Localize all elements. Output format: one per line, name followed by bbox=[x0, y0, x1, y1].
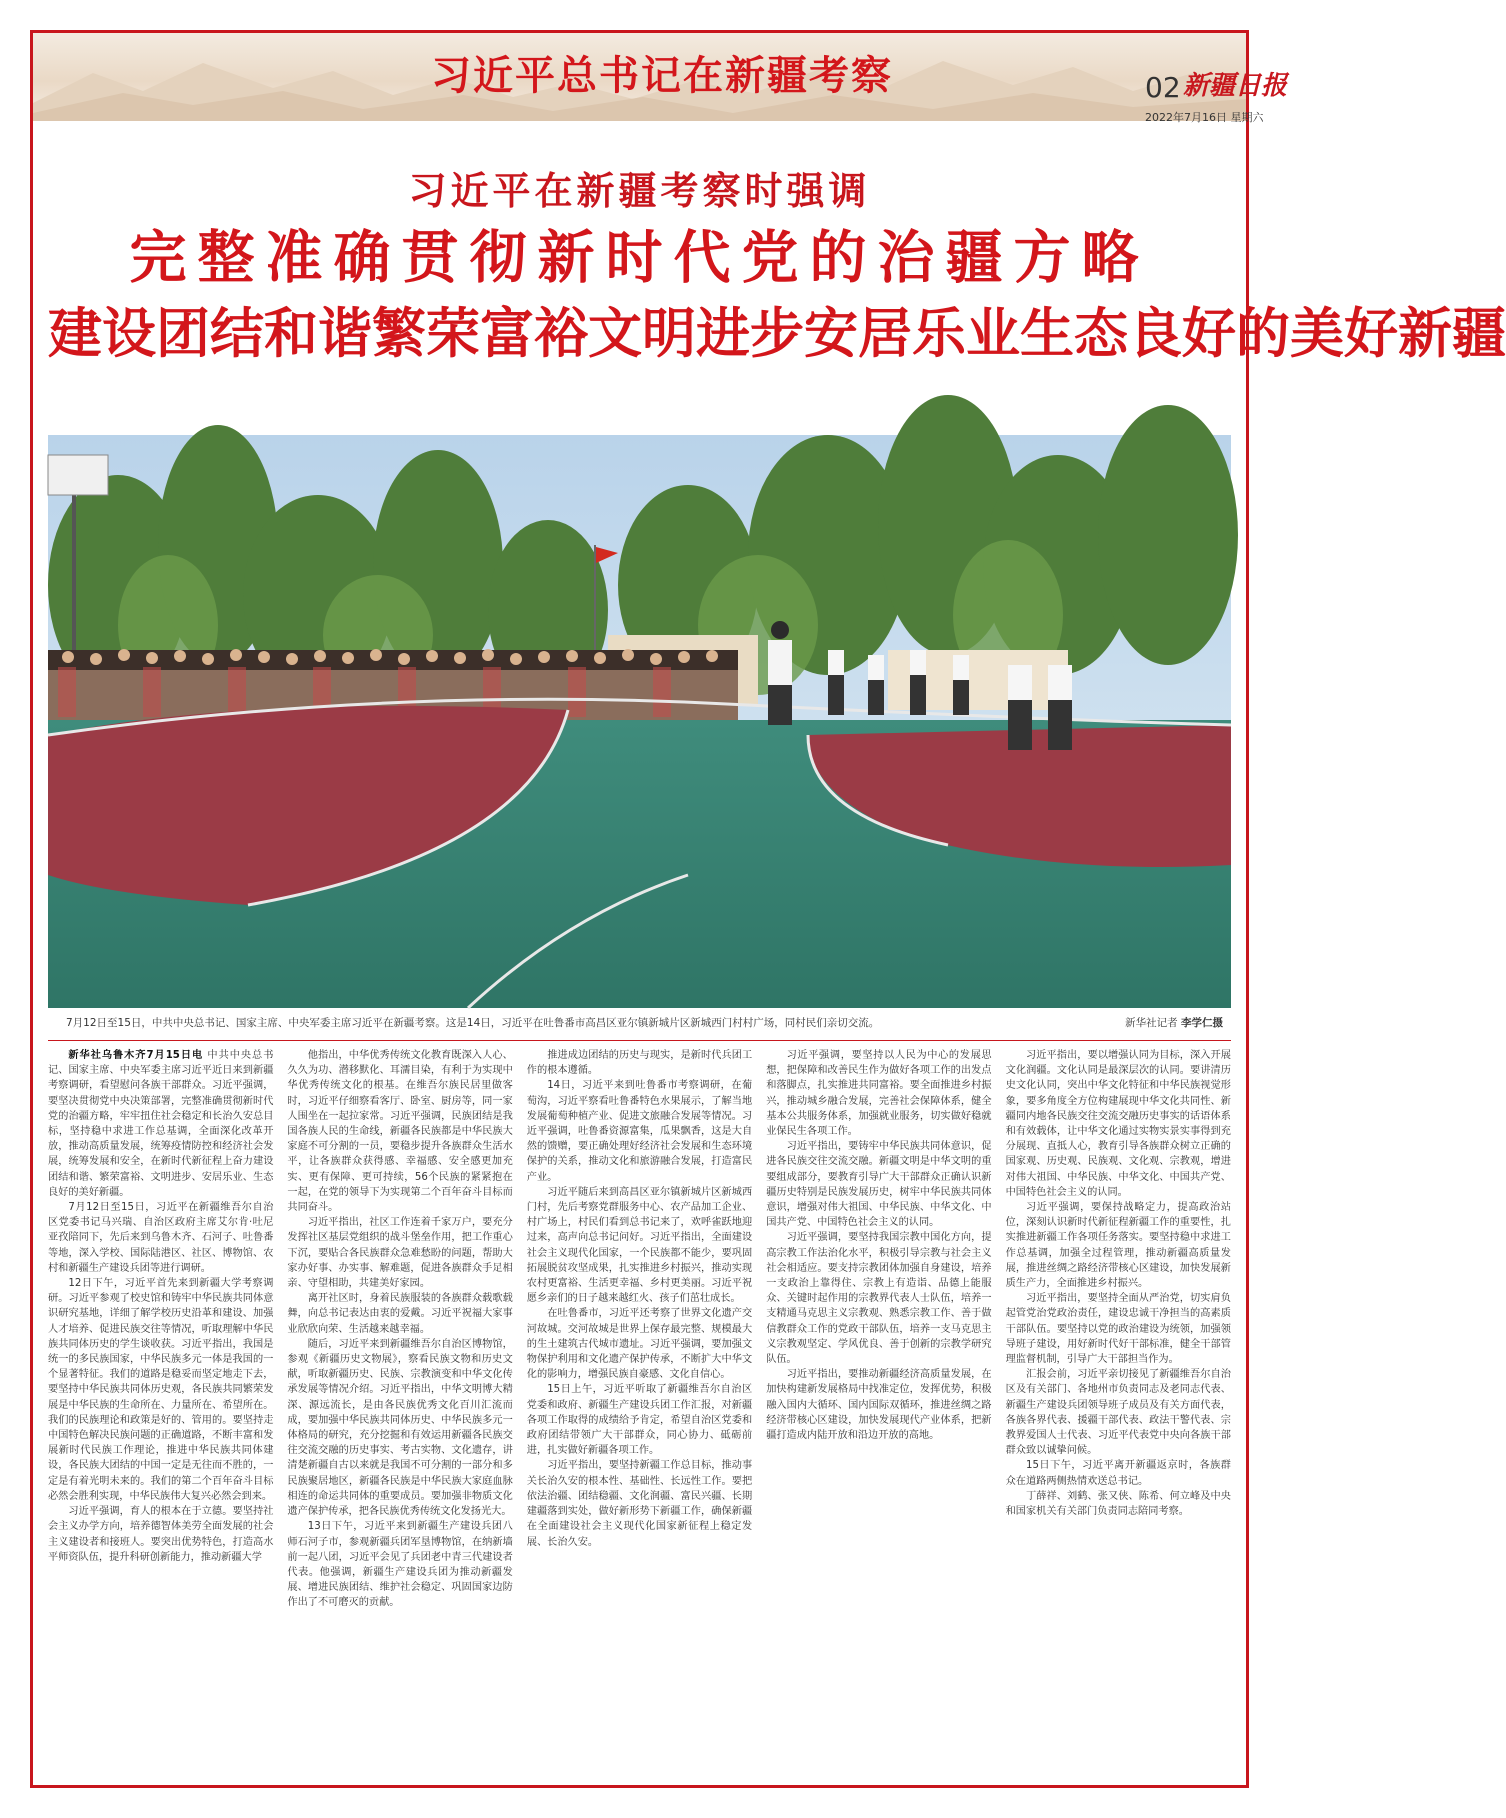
article-paragraph: 15日上午，习近平听取了新疆维吾尔自治区党委和政府、新疆生产建设兵团工作汇报，对新疆各项工作取得的成绩给予肯定，希望自治区党委和政府团结带领广大干部群众，同心协力、砥砺前进，扎实做好新疆各项工作。 bbox=[526, 1384, 753, 1457]
article-paragraph: 习近平指出，要推动新疆经济高质量发展，在加快构建新发展格局中找准定位，发挥优势，积极融入国内大循环、国内国际双循环，推进丝绸之路经济带核心区建设，加快发展现代产业体系，把新疆打造成内陆开放和沿边开放的高地。 bbox=[766, 1369, 992, 1442]
article-paragraph: 随后，习近平来到新疆维吾尔自治区博物馆，参观《新疆历史文物展》，察看民族文物和历史文献，听取新疆历史、民族、宗教演变和中华文化传承发展等情况介绍。习近平指出，中华文明博大精深、源远流长，是由各民族优秀文化百川汇流而成，要加强中华民族共同体历史、中华民族多元一体格局的研究，充分挖掘和有效运用新疆各民族交往交流交融的历史事实、考古实物、文化遗存，讲清楚新疆自古以来就是我国不可分割的一部分和多民族聚居地区，新疆各民族是中华民族大家庭血脉相连的命运共同体的重要成员。要加强非物质文化遗产保护传承，把各民族优秀传统文化发扬光大。 bbox=[287, 1338, 513, 1518]
article-paragraph: 习近平指出，要铸牢中华民族共同体意识，促进各民族交往交流交融。新疆文明是中华文明的重要组成部分，要教育引导广大干部群众正确认识新疆历史特别是民族发展历史，树牢中华民族共同体意识，增强对伟大祖国、中华民族、中华文化、中国共产党、中国特色社会主义的认同。 bbox=[766, 1141, 992, 1229]
article-dateline: 新华社乌鲁木齐7月15日电 bbox=[68, 1050, 204, 1061]
article-paragraph: 14日，习近平来到吐鲁番市考察调研，在葡萄沟，习近平察看吐鲁番特色水果展示，了解当地发展葡萄种植产业、促进文旅融合发展等情况。习近平强调，吐鲁番资源富集，瓜果飘香，这是大自然的馈赠，要正确处理好经济社会发展和生态环境保护的关系，推动文化和旅游融合发展，打造富民产业。 bbox=[526, 1080, 753, 1183]
article-paragraph: 习近平强调，要坚持以人民为中心的发展思想，把保障和改善民生作为做好各项工作的出发点和落脚点，扎实推进共同富裕。要全面推进乡村振兴，推动城乡融合发展，完善社会保障体系，健全基本公共服务体系，加强就业服务，切实做好稳就业保民生各项工作。 bbox=[766, 1050, 992, 1138]
article-paragraph: 15日下午，习近平离开新疆返京时，各族群众在道路两侧热情欢送总书记。 bbox=[1005, 1460, 1231, 1487]
article-paragraph: 丁薛祥、刘鹤、张又侠、陈希、何立峰及中央和国家机关有关部门负责同志陪同考察。 bbox=[1005, 1490, 1231, 1518]
newspaper-logo: 新疆日报 bbox=[1183, 71, 1288, 101]
article-paragraph: 汇报会前，习近平亲切接见了新疆维吾尔自治区及有关部门、各地州市负责同志及老同志代表、新疆生产建设兵团领导班子成员及有关方面代表，各族各界代表、援疆干部代表、政法干警代表、宗教界爱国人士代表、习近平代表党中央向各族干部群众致以诚挚问候。 bbox=[1005, 1369, 1231, 1457]
article-column-2 bbox=[287, 1048, 512, 1783]
photo-credit-prefix: 新华社记者 bbox=[1125, 1017, 1178, 1029]
photo-caption-text: 7月12日至15日，中共中央总书记、国家主席、中央军委主席习近平在新疆考察。这是14日，习近平在吐鲁番市高昌区亚尔镇新城片区新城西门村村广场，同村民们亲切交流。 bbox=[66, 1017, 880, 1029]
masthead bbox=[33, 33, 1288, 124]
section-divider bbox=[48, 1040, 1231, 1041]
article-paragraph: 习近平指出，要以增强认同为目标，深入开展文化润疆。文化认同是最深层次的认同。要讲清历史文化认同，突出中华文化特征和中华民族视觉形象，要多角度全方位构建展现中华文化共同性、新疆同内地各民族交往交流交融历史事实的话语体系和有效载体，让中华文化通过实物实景实事得到充分展现、直抵人心，教育引导各族群众树立正确的国家观、历史观、民族观、文化观、宗教观，增进对伟大祖国、中华民族、中华文化、中国共产党、中国特色社会主义的认同。 bbox=[1005, 1050, 1231, 1198]
publication-date: 2022年7月16日 星期六 bbox=[1145, 111, 1264, 124]
photo-credit-reporter: 李学仁摄 bbox=[1181, 1017, 1223, 1029]
news-photo-illustration bbox=[48, 435, 1231, 1008]
article-body bbox=[48, 1048, 1231, 1783]
article-paragraph: 12日下午，习近平首先来到新疆大学考察调研。习近平参观了校史馆和铸牢中华民族共同体意识研究基地，详细了解学校历史沿革和建设、加强人才培养、促进民族交往等情况，听取理解中华民族共同体历史的学生谈收获。习近平指出，我国是统一的多民族国家，中华民族多元一体是我国的一个显著特征。我们的道路是稳妥而坚定地走下去，要坚持中华民族共同体历史观，各民族共同繁荣发展是中华民族的生命所在、力量所在、希望所在。我们的民族理论和政策是好的、管用的。要坚持走中国特色解决民族问题的正确道路，不断丰富和发展新时代民族工作理论，推进中华民族共同体建设，各民族大团结的中国一定是无往而不胜的，一定是有着光明未来的。我们的第二个百年奋斗目标必然会胜利实现，中华民族伟大复兴必然会到来。 bbox=[48, 1278, 274, 1502]
article-paragraph: 13日下午，习近平来到新疆生产建设兵团八师石河子市，参观新疆兵团军垦博物馆，在纳新墙前一起八团，习近平会见了兵团老中青三代建设者代表。他强调，新疆生产建设兵团为推动新疆发展、增进民族团结、维护社会稳定、巩固国家边防作出了不可磨灭的贡献。 bbox=[287, 1521, 513, 1609]
article-paragraph-text: 中共中央总书记、国家主席、中央军委主席习近平近日来到新疆考察调研，看望慰问各族干部群众。习近平强调，要坚决贯彻党中央决策部署，完整准确贯彻新时代党的治疆方略，牢牢扭住社会稳定和长治久安总目标，坚持稳中求进工作总基调，全面深化改革开放，推动高质量发展，统筹疫情防控和经济社会发展，统筹发展和安全，在新时代新征程上奋力建设团结和谐、繁荣富裕、文明进步、安居乐业、生态良好的美好新疆。 bbox=[48, 1050, 274, 1198]
article-paragraph: 习近平指出，要坚持新疆工作总目标，推动事关长治久安的根本性、基础性、长远性工作。要把依法治疆、团结稳疆、文化润疆、富民兴疆、长期建疆落到实处，做好新形势下新疆工作，确保新疆在全面建设社会主义现代化国家新征程上稳定发展、长治久安。 bbox=[526, 1460, 753, 1548]
article-column-1 bbox=[48, 1048, 273, 1783]
article-paragraph: 离开社区时，身着民族服装的各族群众载歌载舞，向总书记表达由衷的爱戴。习近平祝福大家事业欣欣向荣、生活越来越幸福。 bbox=[287, 1293, 513, 1335]
article-paragraph: 习近平随后来到高昌区亚尔镇新城片区新城西门村，先后考察党群服务中心、农产品加工企业、村广场上，村民们看到总书记来了，欢呼雀跃地迎过来，高声向总书记问好。习近平指出，全面建设社会主义现代化国家，一个民族都不能少，要巩固拓展脱贫攻坚成果，扎实推进乡村振兴，推动实现农村更富裕、生活更幸福、乡村更美丽。习近平祝愿乡亲们的日子越来越红火、孩子们茁壮成长。 bbox=[526, 1186, 753, 1305]
series-title: 习近平总书记在新疆考察 bbox=[431, 53, 893, 99]
headline-kicker: 习近平在新疆考察时强调 bbox=[408, 168, 871, 213]
article-paragraph: 习近平强调，要保持战略定力，提高政治站位，深刻认识新时代新征程新疆工作的重要性，扎实推进新疆工作各项任务落实。要坚持稳中求进工作总基调，加强全过程管理，推动新疆高质量发展，推进丝绸之路经济带核心区建设，加快发展新质生产力，全面推进乡村振兴。 bbox=[1005, 1202, 1231, 1290]
article-paragraph: 习近平指出，要坚持全面从严治党，切实肩负起管党治党政治责任，建设忠诚干净担当的高素质干部队伍。要坚持以党的政治建设为统领，加强领导班子建设，用好新时代好干部标准，健全干部管理监督机制，引导广大干部担当作为。 bbox=[1005, 1293, 1231, 1366]
article-paragraph: 习近平强调，育人的根本在于立德。要坚持社会主义办学方向，培养德智体美劳全面发展的社会主义建设者和接班人。要突出优势特色，打造高水平师资队伍，提升科研创新能力，推动新疆大学 bbox=[48, 1506, 274, 1563]
article-paragraph: 他指出，中华优秀传统文化教育既深入人心、久久为功、潜移默化、耳濡目染，有利于为实现中华优秀传统文化的根基。在维吾尔族民居里做客时，习近平仔细察看客厅、卧室、厨房等，同一家人围坐在一起拉家常。习近平强调，民族团结是我国各族人民的生命线，新疆各民族都是中华民族大家庭不可分割的一员，要稳步提升各族群众生活水平，让各族群众获得感、幸福感、安全感更加充实、更有保障、更可持续，56个民族的紧紧抱在一起，在党的领导下为实现第二个百年奋斗目标而共同奋斗。 bbox=[287, 1050, 513, 1214]
page-number: 02 bbox=[1145, 71, 1181, 104]
photo-credit bbox=[1125, 1012, 1223, 1034]
article-paragraph: 7月12日至15日，习近平在新疆维吾尔自治区党委书记马兴瑞、自治区政府主席艾尔肯·吐尼亚孜陪同下，先后来到乌鲁木齐、石河子、吐鲁番等地，深入学校、国际陆港区、社区、博物馆、农村和新疆生产建设兵团等进行调研。 bbox=[48, 1202, 274, 1274]
article-paragraph: 推进成边团结的历史与现实，是新时代兵团工作的根本遵循。 bbox=[526, 1050, 753, 1077]
main-headline-line-1: 完整准确贯彻新时代党的治疆方略 bbox=[129, 225, 1150, 291]
article-column-5 bbox=[1006, 1048, 1231, 1783]
article-paragraph: 在吐鲁番市，习近平还考察了世界文化遗产交河故城。交河故城是世界上保存最完整、规模最大的生土建筑古代城市遗址。习近平强调，要加强文物保护利用和文化遗产保护传承，不断扩大中华文化的影响力，增强民族自豪感、文化自信心。 bbox=[526, 1308, 753, 1381]
article-paragraph: 习近平强调，要坚持我国宗教中国化方向，提高宗教工作法治化水平，积极引导宗教与社会主义社会相适应。要支持宗教团体加强自身建设，培养一支政治上靠得住、宗教上有造诣、品德上能服众、关键时起作用的宗教界代表人士队伍，培养一支精通马克思主义宗教观、熟悉宗教工作、善于做信教群众工作的党政干部队伍，培养一支马克思主义宗教观坚定、学风优良、善于创新的宗教学研究队伍。 bbox=[766, 1232, 992, 1366]
news-photo bbox=[48, 435, 1231, 1008]
article-column-4 bbox=[766, 1048, 991, 1783]
photo-caption bbox=[48, 1012, 1231, 1034]
article-column-3 bbox=[527, 1048, 752, 1783]
article-paragraph bbox=[48, 1048, 273, 1200]
main-headline-line-2: 建设团结和谐繁荣富裕文明进步安居乐业生态良好的美好新疆 bbox=[48, 302, 1506, 365]
article-paragraph: 习近平指出，社区工作连着千家万户，要充分发挥社区基层党组织的战斗堡垒作用，把工作重心下沉，要贴合各民族群众急难愁盼的问题，帮助大家办好事、办实事、解难题，促进各族群众手足相亲、守望相助，共建美好家园。 bbox=[287, 1217, 513, 1290]
